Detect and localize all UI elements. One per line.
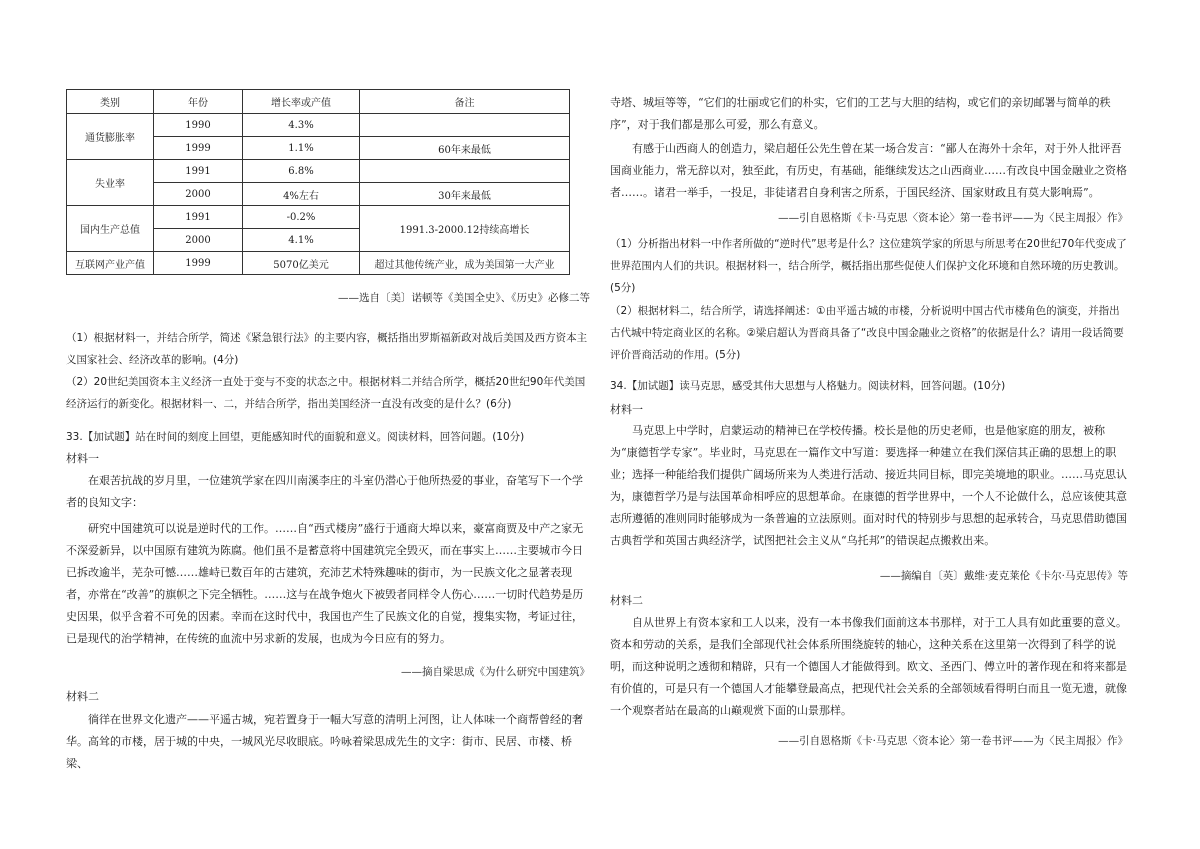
right-material-1-title: 材料一 [610, 403, 643, 416]
table-row [67, 114, 570, 137]
right-material-2-continued: 寺塔、城垣等等，“它们的壮丽或它们的朴实，它们的工艺与大胆的结构，或它们的亲切邮署与简单的秩序”，对于我们都是那么可爱，那么有意义。 [610, 96, 1111, 131]
header-category: 类别 [67, 90, 154, 114]
cell-year: 1991 [154, 160, 243, 183]
left-question-1: （1）根据材料一，并结合所学，简述《紧急银行法》的主要内容，概括指出罗斯福新政对战后美国及西方资本主义国家社会、经济改革的影响。(4分) [66, 332, 588, 366]
table-source: ——选自〔美〕诺顿等《美国全史》、《历史》必修二等 [338, 292, 590, 304]
cell-year: 2000 [154, 229, 243, 252]
left-material-2-text: 徜徉在世界文化遗产——平遥古城，宛若置身于一幅大写意的清明上河图，让人体味一个商帮曾经的奢华。高耸的市楼，居于城的中央，一城风光尽收眼底。吟咏着梁思成先生的文字：街市、民居、市楼、桥梁、 [66, 713, 583, 770]
cell-note [360, 160, 570, 183]
left-material-1-title: 材料一 [66, 452, 99, 465]
cell-year: 1991 [154, 206, 243, 229]
cell-year: 2000 [154, 183, 243, 206]
cell-value: 4.1% [243, 229, 360, 252]
header-value: 增长率或产值 [243, 90, 360, 114]
table-header-row [67, 90, 570, 114]
right-material-2-quote: 有感于山西商人的创造力，梁启超任公先生曾在某一场合发言：“鄙人在海外十余年，对于外人批评吾国商业能力，常无辞以对，独至此，有历史，有基础，能继续发达之山西商业……有改良中国金融业之资格者……。诸君一举手，一投足，非徒诸君自身利害之所系，于国民经济、国家财政且有莫大影响焉”。 [610, 142, 1127, 199]
cell-value: 4%左右 [243, 183, 360, 206]
cell-category: 国内生产总值 [67, 206, 154, 252]
right-material-1-text: 马克思上中学时，启蒙运动的精神已在学校传播。校长是他的历史老师，也是他家庭的朋友，被称为“康德哲学专家”。毕业时，马克思在一篇作文中写道：要选择一种建立在我们深信其正确的思想上的职业；选择一种能给我们提供广阔场所来为人类进行活动、接近共同目标，即完美境地的职业。……马克思认为，康德哲学乃是与法国革命相呼应的思想革命。在康德的哲学世界中，一个人不论做什么，总应该使其意志所遵循的准则同时能够成为一条普遍的立法原则。面对时代的特别步与思想的起承转合，马克思借助德国古典哲学和英国古典经济学，试图把社会主义从“乌托邦”的错误起点搬救出来。 [610, 424, 1127, 547]
cell-value: -0.2% [243, 206, 360, 229]
left-material-2-title: 材料二 [66, 690, 99, 703]
cell-value: 6.8% [243, 160, 360, 183]
right-question-2: （2）根据材料二，结合所学，请选择阐述：①由平遥古城的市楼，分析说明中国古代市楼角色的演变，并指出古代城中特定商业区的名称。②梁启超认为晋商具备了“改良中国金融业之资格”的依据是什么？请用一段话简要评价晋商活动的作用。(5分) [610, 305, 1124, 361]
cell-value: 1.1% [243, 137, 360, 160]
table-row [67, 206, 570, 229]
cell-note: 1991.3-2000.12持续高增长 [360, 206, 570, 252]
left-material-1-source: ——摘自梁思成《为什么研究中国建筑》 [401, 666, 590, 678]
question-33: 33.【加试题】站在时间的刻度上回望，更能感知时代的面貌和意义。阅读材料，回答问题。(10分) [66, 431, 525, 443]
cell-note: 30年来最低 [360, 183, 570, 206]
right-material-2-source: ——引自恩格斯《卡·马克思〈资本论〉第一卷书评——为〈民主周报〉作》 [778, 212, 1128, 224]
cell-category: 失业率 [67, 160, 154, 206]
left-material-1-quote: 研究中国建筑可以说是逆时代的工作。……自“西式楼房”盛行于通商大埠以来，豪富商贾及中产之家无不深爱新异，以中国原有建筑为陈腐。他们虽不是蓄意将中国建筑完全毁灭，而在事实上……主要城市今日已拆改逾半，芜杂可憾……雄峙已数百年的古建筑，充沛艺术特殊趣味的街市，为一民族文化之显著表现者，亦常在“改善”的旗帜之下完全牺牲。……这与在战争炮火下被毁者同样令人伤心……一切时代趋势是历史因果，似乎含着不可免的因素。幸而在这时代中，我国也产生了民族文化的自觉，搜集实物，考证过往，已是现代的治学精神，在传统的血流中另求新的发展，也成为今日应有的努力。 [66, 522, 584, 645]
cell-note: 超过其他传统产业，成为美国第一大产业 [360, 252, 570, 275]
question-34: 34.【加试题】读马克思，感受其伟大思想与人格魅力。阅读材料，回答问题。(10分) [610, 380, 1006, 392]
cell-category: 互联网产业产值 [67, 252, 154, 275]
cell-year: 1990 [154, 114, 243, 137]
right-question-1: （1）分析指出材料一中作者所做的“逆时代”思考是什么？这位建筑学家的所思与所思考在20世纪70年代变成了世界范围内人们的共识。根据材料一，结合所学，概括指出那些促使人们保护文化环境和自然环境的历史教训。(5分) [610, 238, 1127, 294]
cell-category: 通货膨胀率 [67, 114, 154, 160]
left-question-2: （2）20世纪美国资本主义经济一直处于变与不变的状态之中。根据材料二并结合所学，概括20世纪90年代美国经济运行的新变化。根据材料一、二，并结合所学，指出美国经济一直没有改变的是什么？(6分) [66, 376, 586, 410]
cell-value: 4.3% [243, 114, 360, 137]
header-note: 备注 [360, 90, 570, 114]
header-year: 年份 [154, 90, 243, 114]
cell-note [360, 114, 570, 137]
right-material-1-source: ——摘编自〔英〕戴维·麦克莱伦《卡尔·马克思传》等 [879, 570, 1128, 582]
cell-value: 5070亿美元 [243, 252, 360, 275]
cell-year: 1999 [154, 137, 243, 160]
statistics-table [66, 89, 570, 275]
right-material-2-title: 材料二 [610, 594, 643, 607]
right-material-2-text: 自从世界上有资本家和工人以来，没有一本书像我们面前这本书那样，对于工人具有如此重要的意义。资本和劳动的关系，是我们全部现代社会体系所围绕旋转的轴心，这种关系在这里第一次得到了科学的说明，而这种说明之透彻和精辟，只有一个德国人才能做得到。欧文、圣西门、傅立叶的著作现在和将来都是有价值的，可是只有一个德国人才能攀登最高点，把现代社会关系的全部领域看得明白而且一览无遗，就像一个观察者站在最高的山巅观赏下面的山景那样。 [610, 616, 1127, 717]
cell-note: 60年来最低 [360, 137, 570, 160]
left-material-1-intro: 在艰苦抗战的岁月里，一位建筑学家在四川南溪李庄的斗室仍潜心于他所热爱的事业，奋笔写下一个学者的良知文字： [66, 474, 583, 509]
table-row [67, 160, 570, 183]
right-material-2-source-marx: ——引自恩格斯《卡·马克思〈资本论〉第一卷书评——为〈民主周报〉作》 [778, 735, 1128, 747]
table-row [67, 252, 570, 275]
cell-year: 1999 [154, 252, 243, 275]
